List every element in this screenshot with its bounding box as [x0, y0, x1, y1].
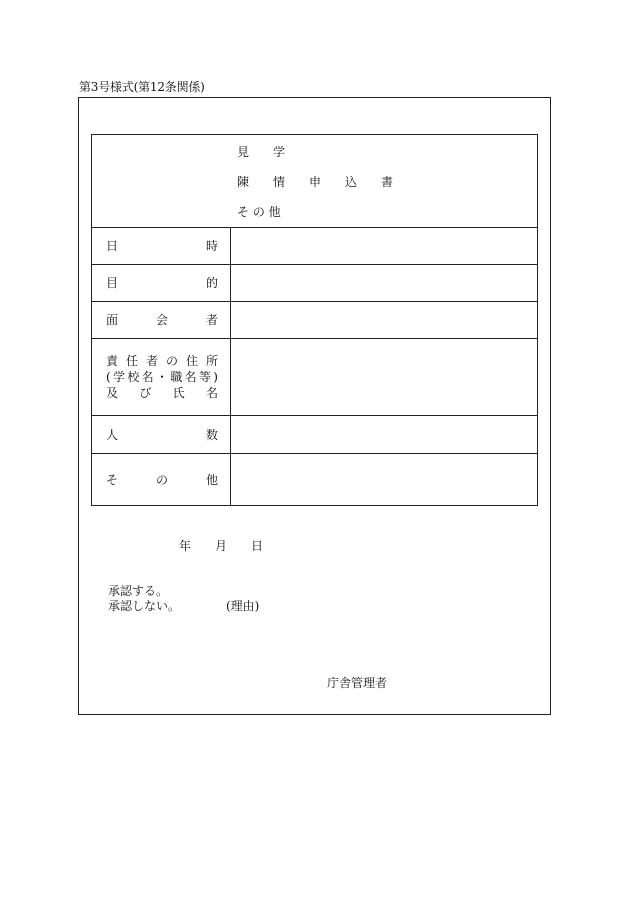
interviewee-field[interactable] [231, 302, 537, 338]
label-cell [92, 454, 231, 505]
label-datetime: 日時 [106, 239, 218, 253]
table-row [92, 454, 537, 505]
approve-option[interactable]: 承認する。 [108, 584, 169, 598]
label-cell [92, 339, 231, 415]
label-cell [92, 265, 231, 301]
label-school-position: (学校名・職名等) [106, 370, 218, 384]
form-number: 第3号様式(第12条関係) [79, 80, 205, 94]
building-manager-label: 庁舎管理者 [327, 676, 388, 690]
purpose-field[interactable] [231, 265, 537, 301]
table-row [92, 228, 537, 265]
table-row [92, 302, 537, 339]
label-cell [92, 302, 231, 338]
title-block [92, 135, 537, 228]
application-table [91, 134, 538, 506]
disapprove-option[interactable]: 承認しない。 [108, 599, 181, 613]
reason-label: (理由) [226, 599, 260, 613]
title-kengaku: 見 学 [237, 145, 286, 159]
table-row [92, 416, 537, 454]
title-chinjo-moshikomisho: 陳 情 申 込 書 [237, 175, 394, 189]
other-field[interactable] [231, 454, 537, 505]
label-cell [92, 228, 231, 264]
date-line[interactable]: 年 月 日 [179, 539, 264, 553]
label-other: その他 [106, 473, 218, 487]
label-responsible-address: 責任者の住所 [106, 354, 218, 368]
table-row [92, 339, 537, 416]
label-cell [92, 416, 231, 453]
headcount-field[interactable] [231, 416, 537, 453]
label-and-name: 及び氏名 [106, 386, 218, 400]
label-interviewee: 面会者 [106, 313, 218, 327]
label-headcount: 人数 [106, 428, 218, 442]
datetime-field[interactable] [231, 228, 537, 264]
label-purpose: 目的 [106, 276, 218, 290]
table-row [92, 265, 537, 302]
title-sonota: そ の 他 [237, 205, 281, 219]
responsible-person-field[interactable] [231, 339, 537, 415]
